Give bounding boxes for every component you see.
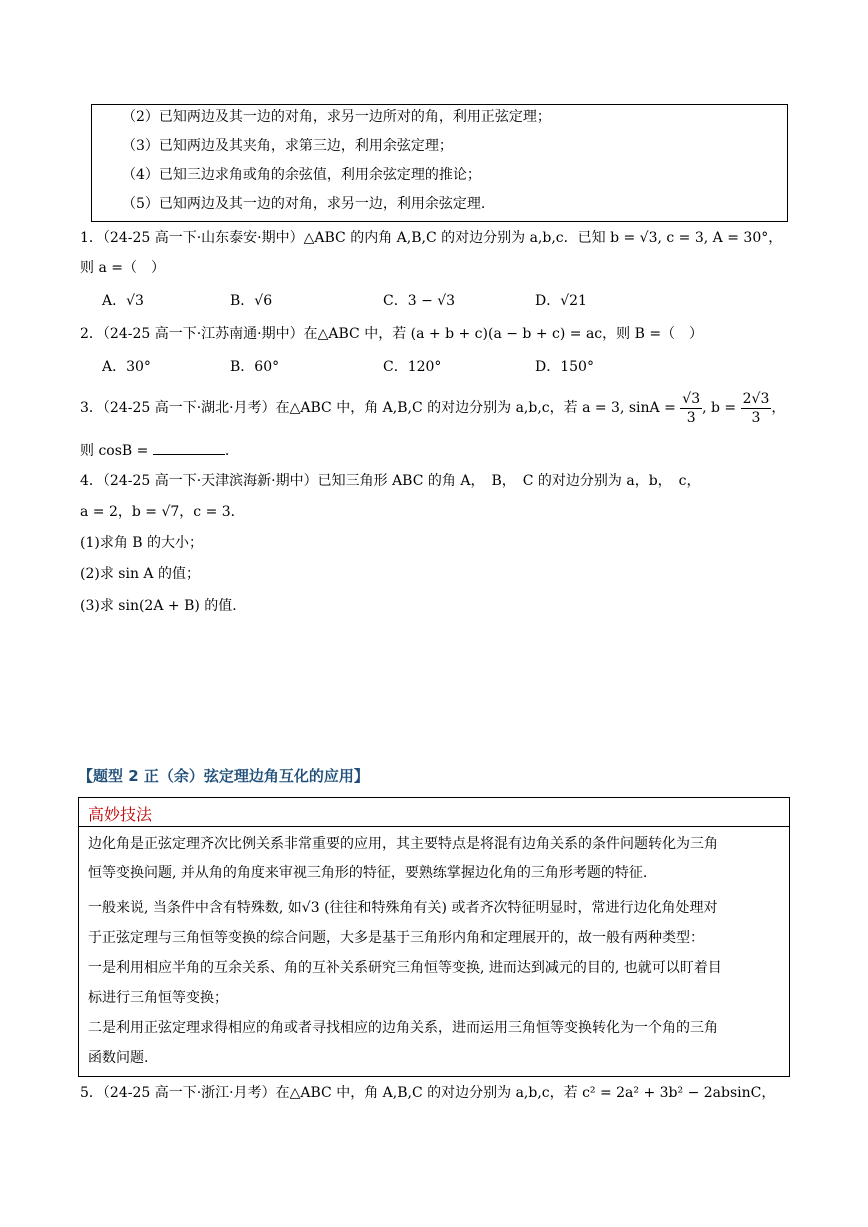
question-3-text: 3．（24-25 高一下·湖北·月考）在△ABC 中，角 A,B,C 的对边分别为 a,b,c，若 a = 3, sinA = (80, 400, 676, 416)
technique-box (78, 797, 790, 1077)
question-2-option-a[interactable]: A．30° (102, 359, 151, 375)
question-4: 4．（24-25 高一下·天津滨海新·期中）已知三角形 ABC 的角 A， B， C 的对边分别为 a，b， c， (80, 473, 701, 489)
question-1-option-c[interactable]: C．3 − √3 (383, 293, 456, 309)
question-3: 3．（24-25 高一下·湖北·月考）在△ABC 中，角 A,B,C 的对边分别为 a,b,c，若 a = 3, sinA = $\frac{√3}{3}$ , b = $\frac{2√3}{3}$ ， (80, 390, 786, 426)
technique-paragraph-line: 标进行三角恒等变换； (88, 990, 228, 1006)
question-1-ask: 则 a =（ ） (80, 260, 165, 276)
question-4-part-1: (1)求角 B 的大小； (80, 535, 204, 551)
section-heading: 【题型 2 正（余）弦定理边角互化的应用】 (78, 767, 369, 785)
question-2-option-d[interactable]: D．150° (535, 359, 594, 375)
technique-paragraph-line: 函数问题. (88, 1050, 149, 1066)
question-4-part-3: (3)求 sin(2A + B) 的值. (80, 598, 237, 614)
technique-paragraph-line: 恒等变换问题, 并从角的角度来审视三角形的特征，要熟练掌握边化角的三角形考题的特征. (88, 865, 648, 881)
technique-title: 高妙技法 (88, 805, 153, 824)
question-5: 5．（24-25 高一下·浙江·月考）在△ABC 中，角 A,B,C 的对边分别为 a,b,c，若 c² = 2a² + 3b² − 2absinC， (80, 1085, 776, 1101)
method-item-5: （5）已知两边及其一边的对角，求另一边，利用余弦定理. (122, 196, 486, 212)
title-divider (79, 826, 789, 827)
technique-paragraph-line: 二是利用正弦定理求得相应的角或者寻找相应的边角关系，进而运用三角恒等变换转化为一个角的三角 (88, 1020, 718, 1036)
method-item-4: （4）已知三边求角或角的余弦值，利用余弦定理的推论； (122, 167, 481, 183)
question-1 (80, 228, 782, 248)
question-3-mid: , b = (702, 400, 737, 416)
technique-paragraph-line: 于正弦定理与三角恒等变换的综合问题，大多是基于三角形内角和定理展开的，故一般有两种类型： (88, 930, 704, 946)
question-1-option-d[interactable]: D．√21 (535, 293, 587, 309)
fraction-2sqrt3-over-3: $\frac{2√3}{3}$ (742, 390, 770, 426)
method-item-3: （3）已知两边及其夹角，求第三边，利用余弦定理； (122, 138, 453, 154)
method-summary-box (91, 104, 788, 222)
question-1-option-a[interactable]: A．√3 (102, 293, 144, 309)
question-4-given: a = 2，b = √7，c = 3． (80, 504, 245, 520)
question-2-option-b[interactable]: B．60° (230, 359, 280, 375)
method-item-2: （2）已知两边及其一边的对角，求另一边所对的角，利用正弦定理； (122, 109, 551, 125)
technique-paragraph-line: 一般来说, 当条件中含有特殊数, 如√3 (往往和特殊角有关) 或者齐次特征明显时，常进行边化角处理对 (88, 900, 718, 916)
question-2: 2．（24-25 高一下·江苏南通·期中）在△ABC 中，若 (a + b + c)(a − b + c) = ac，则 B =（ ） (80, 326, 704, 342)
question-1-text: △ABC 的内角 A,B,C 的对边分别为 a,b,c．已知 b = √3, c = 3, A = 30°， (303, 230, 783, 246)
question-4-part-2: (2)求 sin A 的值； (80, 566, 200, 582)
technique-paragraph-line: 一是利用相应半角的互余关系、角的互补关系研究三角恒等变换, 进而达到减元的目的, 也就可以盯着目 (88, 960, 722, 976)
question-1-source: 1．（24-25 高一下·山东泰安·期中） (80, 230, 304, 246)
fraction-sqrt3-over-3: $\frac{√3}{3}$ (682, 390, 701, 426)
answer-blank[interactable] (153, 440, 225, 455)
technique-paragraph-line: 边化角是正弦定理齐次比例关系非常重要的应用，其主要特点是将混有边角关系的条件问题转化为三角 (88, 836, 718, 852)
question-1-option-b[interactable]: B．√6 (230, 293, 273, 309)
question-3-ask: 则 cosB = . (80, 440, 229, 461)
question-2-option-c[interactable]: C．120° (383, 359, 442, 375)
